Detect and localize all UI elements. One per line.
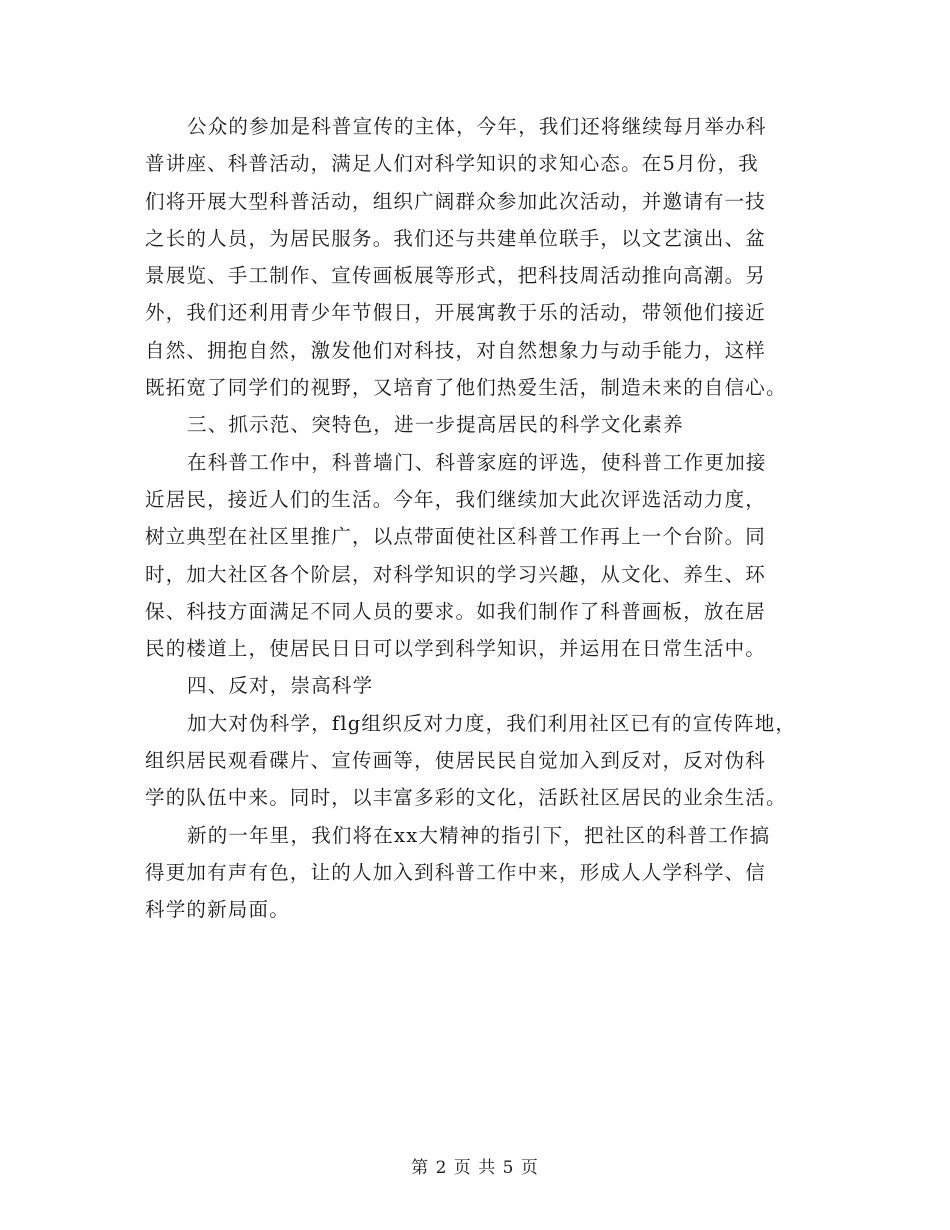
paragraph-line: 既拓宽了同学们的视野，又培育了他们热爱生活，制造未来的自信心。: [145, 376, 787, 400]
paragraph-line: 科学的新局面。: [145, 898, 290, 922]
paragraph-line: 们将开展大型科普活动，组织广阔群众参加此次活动，并邀请有一技: [145, 189, 767, 213]
paragraph-line: 近居民，接近人们的生活。今年，我们继续加大此次评选活动力度，: [145, 487, 767, 511]
paragraph-line: 得更加有声有色，让的人加入到科普工作中来，形成人人学科学、信: [145, 860, 767, 884]
paragraph-line: 普讲座、科普活动，满足人们对科学知识的求知心态。在5月份，我: [145, 152, 759, 176]
paragraph-line: 公众的参加是科普宣传的主体，今年，我们还将继续每月举办科: [187, 115, 767, 138]
paragraph-line: 新的一年里，我们将在xx大精神的指引下，把社区的科普工作搞: [187, 823, 771, 847]
paragraph-line: 外，我们还利用青少年节假日，开展寓教于乐的活动，带领他们接近: [145, 301, 767, 325]
section-heading: 三、抓示范、突特色，进一步提高居民的科学文化素养: [187, 413, 684, 437]
paragraph-line: 加大对伪科学，flg组织反对力度，我们利用社区已有的宣传阵地，: [187, 711, 797, 735]
section-heading: 四、反对，崇高科学: [187, 674, 374, 698]
paragraph-line: 学的队伍中来。同时，以丰富多彩的文化，活跃社区居民的业余生活。: [145, 786, 787, 810]
page-number-footer: 第 2 页 共 5 页: [411, 1158, 539, 1178]
paragraph-line: 之长的人员，为居民服务。我们还与共建单位联手，以文艺演出、盆: [145, 226, 767, 250]
paragraph-line: 保、科技方面满足不同人员的要求。如我们制作了科普画板，放在居: [145, 599, 767, 623]
paragraph-line: 民的楼道上，使居民日日可以学到科学知识，并运用在日常生活中。: [145, 637, 767, 661]
document-body: [145, 108, 825, 929]
paragraph-line: 树立典型在社区里推广，以点带面使社区科普工作再上一个台阶。同: [145, 525, 767, 549]
paragraph-line: 在科普工作中，科普墙门、科普家庭的评选，使科普工作更加接: [187, 450, 767, 474]
paragraph-line: 自然、拥抱自然，激发他们对科技，对自然想象力与动手能力，这样: [145, 338, 767, 362]
paragraph-line: 景展览、手工制作、宣传画板展等形式，把科技周活动推向高潮。另: [145, 264, 767, 288]
paragraph-line: 组织居民观看碟片、宣传画等，使居民民自觉加入到反对，反对伪科: [145, 749, 767, 773]
paragraph-line: 时，加大社区各个阶层，对科学知识的学习兴趣，从文化、养生、环: [145, 562, 767, 586]
